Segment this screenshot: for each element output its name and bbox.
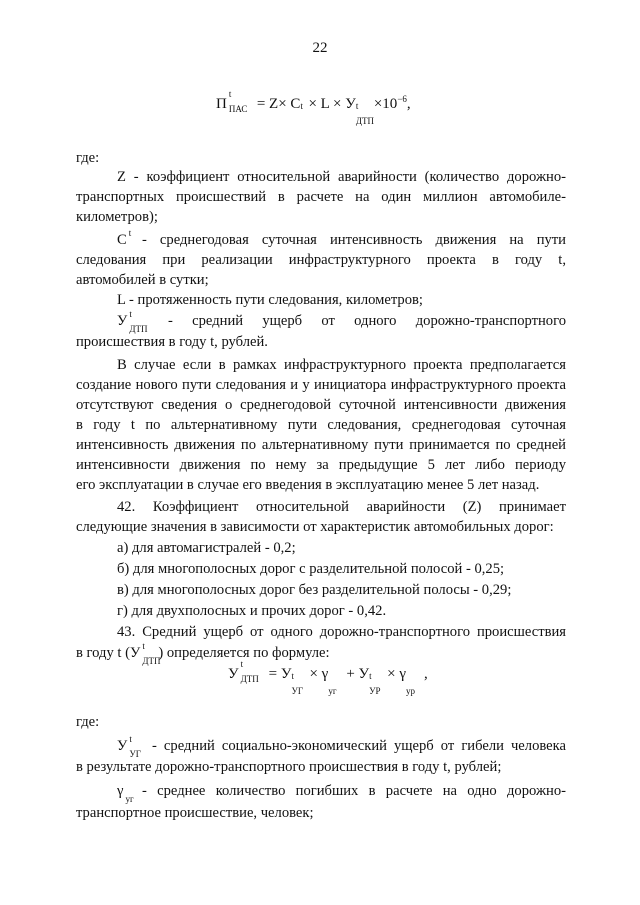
u-dtp-symbol: У t ДТП [117, 309, 148, 334]
list-item: а) для автомагистралей - 0,2; [117, 540, 296, 556]
where-label-2: где: [76, 714, 100, 730]
page-number: 22 [312, 40, 328, 56]
list-item: в) для многополосных дорог без разделительной полосы - 0,29; [117, 582, 512, 598]
paragraph-line: создание нового пути следования и у инициатора инфраструктурного проекта [76, 377, 566, 393]
gamma-definition-line2: транспортное происшествие, человек; [76, 805, 314, 821]
formula-pas-lhs: П t ПАС [216, 89, 248, 114]
list-item: г) для двухполосных и прочих дорог - 0,42. [117, 603, 387, 619]
formula-dtp-eq: = У [268, 666, 292, 682]
c-definition-line2: следования при реализации инфраструктурного проекта в году t, [76, 252, 566, 268]
formula-pas-l: × L × У [308, 96, 356, 112]
z-definition-line1: Z - коэффициент относительной аварийности (количество дорожно- [117, 169, 566, 185]
formula-dtp-plus: + У [346, 666, 370, 682]
formula-pas-tail: ×10 [373, 96, 398, 112]
z-definition-line3: километров); [76, 209, 158, 225]
u-definition-line2: происшествия в году t, рублей. [76, 334, 268, 350]
where-label-1: где: [76, 150, 100, 166]
gamma-definition-line1: - среднее количество погибших в расчете на одно дорожно- [142, 783, 566, 799]
clause-42-line1: 42. Коэффициент относительной аварийности (Z) принимает [117, 499, 566, 515]
z-definition-line2: транспортных происшествий в расчете на один миллион автомобиле- [76, 189, 566, 205]
formula-dtp-end: , [424, 666, 428, 682]
paragraph-line: отсутствуют сведения о среднегодовой суточной интенсивности движения [76, 397, 566, 413]
list-item: б) для многополосных дорог с разделительной полосой - 0,25; [117, 561, 505, 577]
c-symbol: C t [117, 228, 132, 248]
l-definition: L - протяженность пути следования, километров; [117, 292, 423, 308]
paragraph-line: интенсивность движения по альтернативному пути принимается по средней [76, 437, 566, 453]
paragraph-line: В случае если в рамках инфраструктурного проекта предполагается [117, 357, 566, 373]
ug-definition-line1: - средний социально-экономический ущерб от гибели человека [152, 738, 566, 754]
formula-pas-exp: −6 [397, 94, 407, 104]
u-ug-symbol: У t УГ [117, 734, 141, 759]
paragraph-line: его эксплуатации в случае его введения в эксплуатацию менее 5 лет назад. [76, 477, 540, 493]
formula-pas-end: , [406, 96, 411, 112]
formula-dtp-g2: × γ [387, 666, 406, 682]
paragraph-line: в году t по альтернативному пути следования, среднегодовая суточная [76, 417, 566, 433]
formula-dtp: У t ДТП = У t УГ × γ уг + У t УР × γ ур , [228, 659, 428, 696]
clause-43-line1: 43. Средний ущерб от одного дорожно-транспортного происшествия [117, 624, 566, 640]
ug-definition-line2: в результате дорожно-транспортного происшествия в году t, рублей; [76, 759, 502, 775]
formula-dtp-g1: × γ [309, 666, 329, 682]
gamma-symbol: γ уг [117, 783, 134, 804]
formula-pas-eq: = Z× C [256, 96, 301, 112]
c-definition-line3: автомобилей в сутки; [76, 272, 209, 288]
clause-42-line2: следующие значения в зависимости от характеристик автомобильных дорог: [76, 519, 554, 535]
formula-dtp-lhs: У t ДТП [228, 659, 259, 684]
paragraph-line: интенсивности движения по нему за предыдущие 5 лет либо периоду [76, 457, 566, 473]
c-definition-line1: - среднегодовая суточная интенсивность движения на пути [142, 232, 566, 248]
formula-pas: П t ПАС = Z× C t × L × У t ДТП $\times 10^{-6}$, [216, 89, 411, 126]
clause-43-line2: в году t (У t ДТП ) определяется по формуле: [76, 641, 330, 666]
u-definition-line1: - средний ущерб от одного дорожно-транспортного [168, 313, 566, 329]
